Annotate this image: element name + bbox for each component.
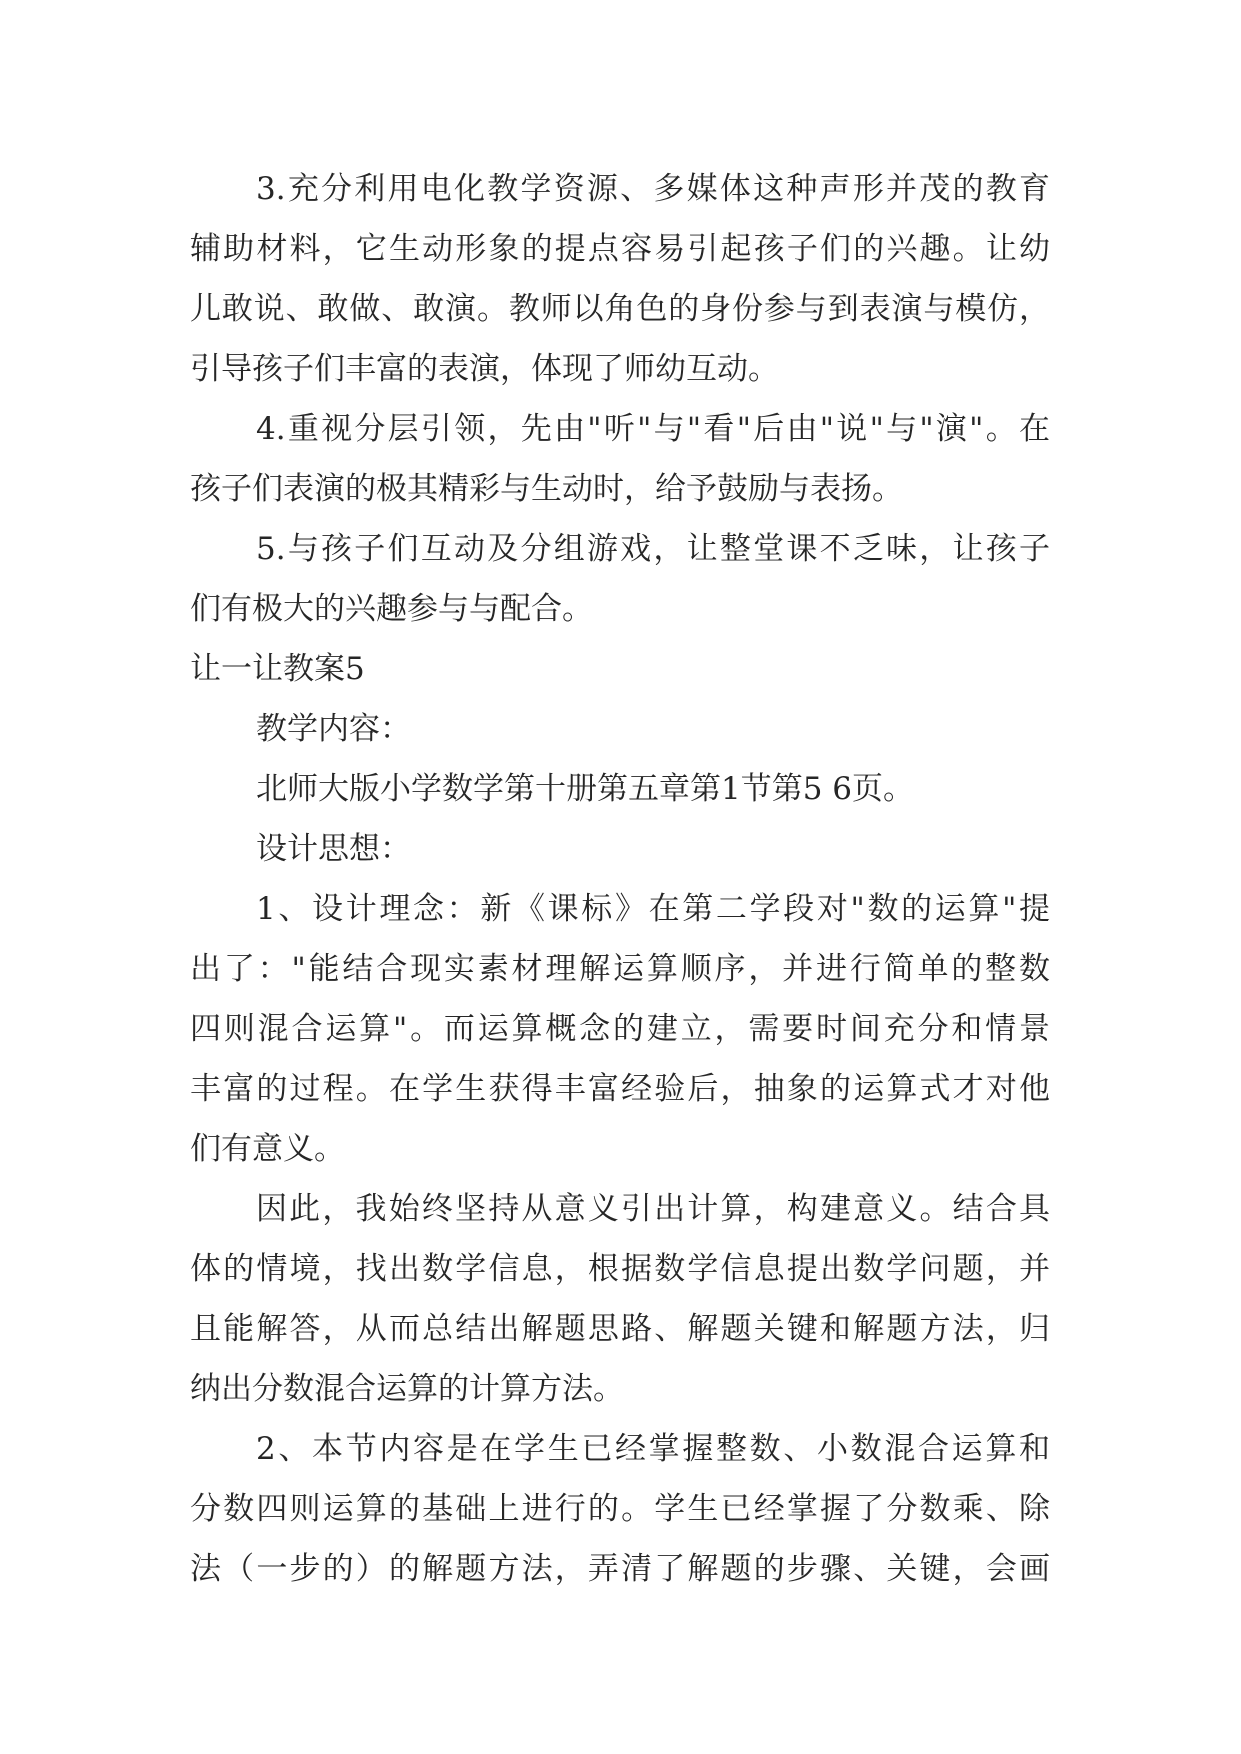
text-line: 们有意义。	[190, 1131, 345, 1167]
text-line: 丰富的过程。在学生获得丰富经验后，抽象的运算式才对他	[190, 1071, 1050, 1107]
text-line: 儿敢说、敢做、敢演。教师以角色的身份参与到表演与模仿，	[190, 291, 1050, 327]
text-line: 孩子们表演的极其精彩与生动时，给予鼓励与表扬。	[190, 471, 903, 507]
text-line: 设计思想：	[256, 831, 411, 867]
text-line: 2、本节内容是在学生已经掌握整数、小数混合运算和	[256, 1431, 1050, 1467]
text-line: 5.与孩子们互动及分组游戏，让整堂课不乏味，让孩子	[256, 531, 1050, 567]
text-line: 教学内容：	[256, 711, 411, 747]
text-line: 出了："能结合现实素材理解运算顺序，并进行简单的整数	[190, 951, 1050, 987]
text-line: 北师大版小学数学第十册第五章第1节第5 6页。	[256, 771, 915, 807]
text-line: 引导孩子们丰富的表演，体现了师幼互动。	[190, 351, 779, 387]
text-line: 且能解答，从而总结出解题思路、解题关键和解题方法，归	[190, 1311, 1050, 1347]
text-line: 四则混合运算"。而运算概念的建立，需要时间充分和情景	[190, 1011, 1050, 1047]
section-heading: 让一让教案5	[190, 651, 365, 687]
text-line: 体的情境，找出数学信息，根据数学信息提出数学问题，并	[190, 1251, 1050, 1287]
text-line: 们有极大的兴趣参与与配合。	[190, 591, 593, 627]
text-line: 因此，我始终坚持从意义引出计算，构建意义。结合具	[256, 1191, 1050, 1227]
text-line: 辅助材料，它生动形象的提点容易引起孩子们的兴趣。让幼	[190, 231, 1050, 267]
text-line: 纳出分数混合运算的计算方法。	[190, 1371, 624, 1407]
text-line: 1、设计理念：新《课标》在第二学段对"数的运算"提	[256, 891, 1050, 927]
text-line: 3.充分利用电化教学资源、多媒体这种声形并茂的教育	[256, 171, 1050, 207]
text-line: 法（一步的）的解题方法，弄清了解题的步骤、关键，会画	[190, 1551, 1050, 1587]
text-line: 4.重视分层引领，先由"听"与"看"后由"说"与"演"。在	[256, 411, 1050, 447]
text-line: 分数四则运算的基础上进行的。学生已经掌握了分数乘、除	[190, 1491, 1050, 1527]
